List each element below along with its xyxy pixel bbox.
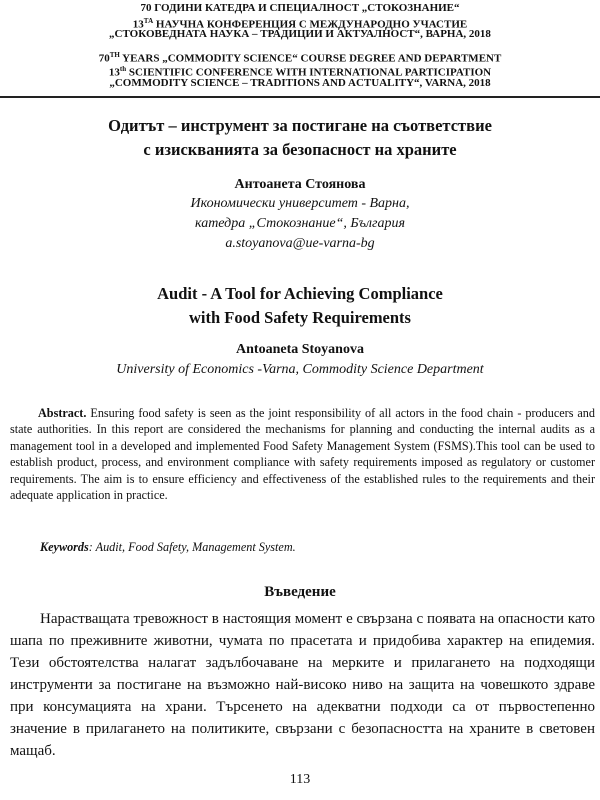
bg-author: Антоанета Стоянова	[234, 177, 366, 192]
bg-title-line-1: Одитът – инструмент за постигане на съответствие	[108, 116, 492, 135]
intro-text: Нарастващата тревожност в настоящия момент е свързана с появата на опасности като шапа по преживните животни, чумата по прасетата и придобива характер на епидемия. Тези обстоятелства налагат задълбочаване на мерките и прилагането на подходящи инструменти за постигане на възможно най-високо ниво на защита на човешкото здраве при консумацията на храни. Търсенето на адекватни подходи са от първостепенно значение в прилагането на политиките, свързани с безопасността на храните в световен мащаб.	[10, 611, 595, 759]
header-line-5-rest: SCIENTIFIC CONFERENCE WITH INTERNATIONAL PARTICIPATION	[126, 66, 492, 79]
en-title-line-2: with Food Safety Requirements	[189, 308, 411, 327]
header-line-6: „COMMODITY SCIENCE – TRADITIONS AND ACTUALITY“, VARNA, 2018	[109, 77, 491, 89]
header-line-4-rest: YEARS „COMMODITY SCIENCE“ COURSE DEGREE AND DEPARTMENT	[119, 52, 502, 65]
section-heading: Въведение	[264, 584, 336, 600]
header-line-4-sup: TH	[109, 51, 120, 59]
header-line-3: „СТОКОВЕДНАТА НАУКА – ТРАДИЦИИ И АКТУАЛНОСТ“, ВАРНА, 2018	[109, 28, 491, 40]
header-line-2-num: 13	[132, 18, 144, 31]
bg-title-line-2: с изискванията за безопасност на храните	[143, 140, 457, 159]
header-divider	[0, 96, 600, 98]
header-line-1: 70 ГОДИНИ КАТЕДРА И СПЕЦИАЛНОСТ „СТОКОЗНАНИЕ“	[140, 2, 460, 14]
header-line-2-sup: ТА	[143, 17, 154, 25]
en-author: Antoaneta Stoyanova	[236, 342, 364, 357]
header-line-2-rest: НАУЧНА КОНФЕРЕНЦИЯ С МЕЖДУНАРОДНО УЧАСТИЕ	[153, 18, 468, 31]
abstract-label: Abstract.	[38, 406, 87, 420]
bg-email: a.stoyanova@ue-varna-bg	[225, 236, 375, 251]
bg-affiliation-line-1: Икономически университет - Варна,	[190, 196, 410, 211]
bg-affiliation-line-2: катедра „Стокознание“, България	[195, 216, 405, 231]
header-line-4-num: 70	[98, 52, 110, 65]
header-line-5-sup: th	[119, 65, 127, 73]
keywords-label: Keywords	[40, 540, 89, 554]
keywords-text: : Audit, Food Safety, Management System.	[88, 540, 296, 554]
page-number: 113	[289, 772, 311, 787]
abstract-paragraph	[10, 405, 595, 503]
header-line-5-num: 13	[108, 66, 120, 79]
abstract-text: Ensuring food safety is seen as the joint responsibility of all actors in the food chain - producers and state authorities. In this report are considered the mechanisms for planning and conducting the internal audits as a management tool in a developed and implemented Food Safety Management System (FSMS).This tool can be used to establish product, process, and environment compliance with safety requirements imposed as regulatory or customer requirements. The aim is to ensure efficiency and effectiveness of the established rules to the requirements and their adequate application in practice.	[10, 406, 595, 503]
en-affiliation: University of Economics -Varna, Commodity Science Department	[116, 362, 484, 377]
intro-paragraph	[10, 608, 595, 762]
keywords-line	[40, 540, 296, 555]
en-title-line-1: Audit - A Tool for Achieving Compliance	[157, 284, 443, 303]
